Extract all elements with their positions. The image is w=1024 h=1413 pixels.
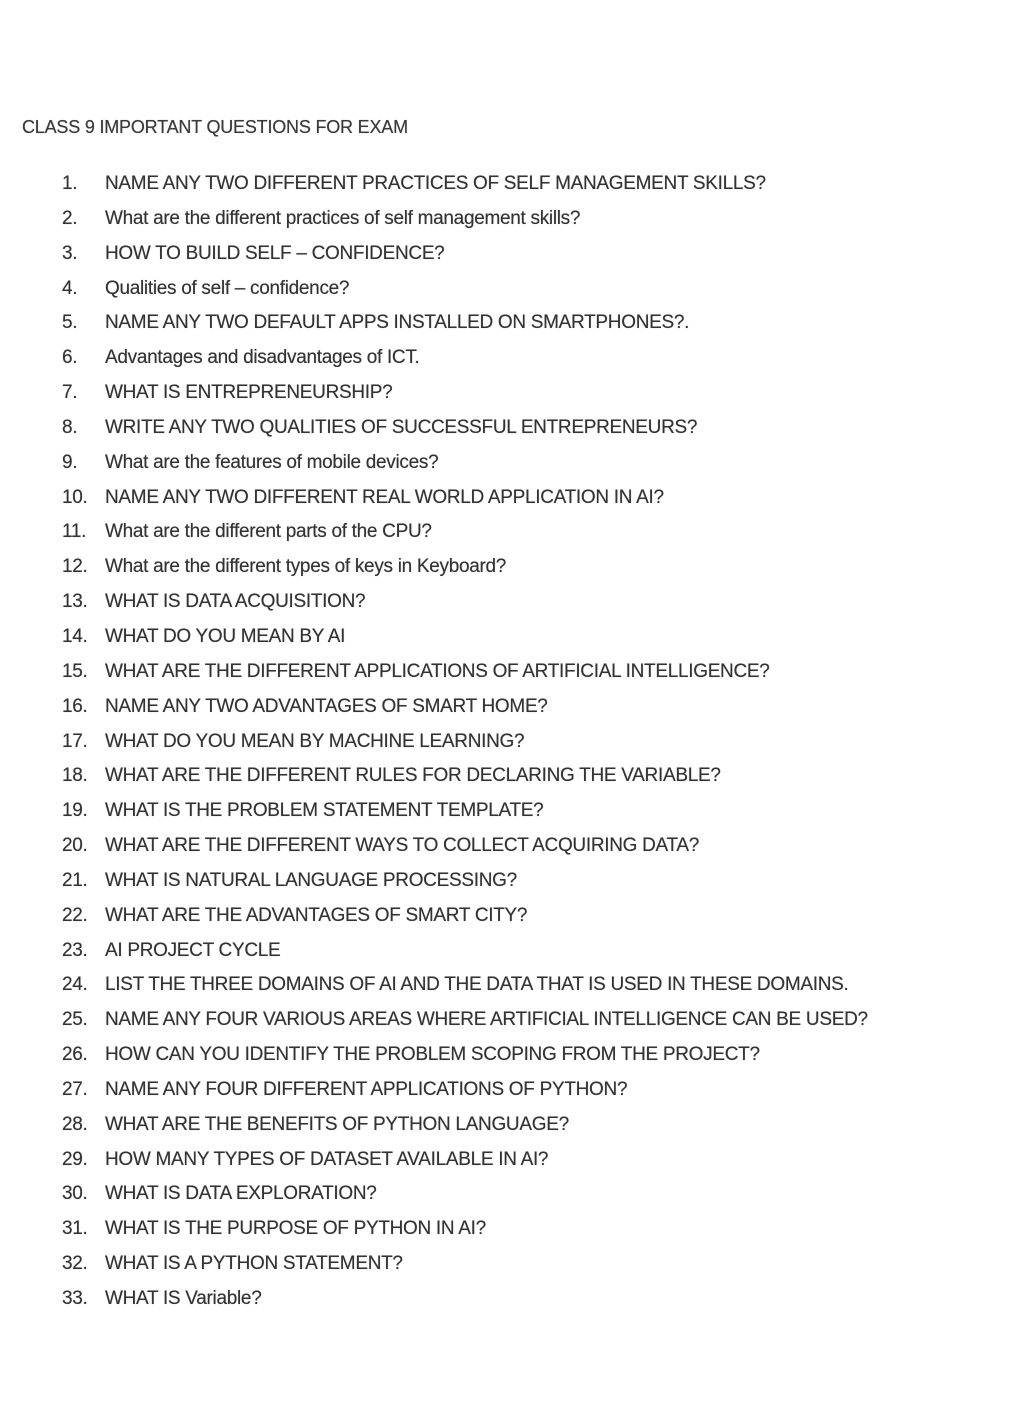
question-item xyxy=(0,899,1024,934)
question-number: 30. xyxy=(62,1183,88,1205)
question-number: 20. xyxy=(62,835,88,857)
question-item xyxy=(0,1177,1024,1212)
question-item xyxy=(0,1247,1024,1282)
question-number: 11. xyxy=(62,521,87,543)
question-text: WHAT IS A PYTHON STATEMENT? xyxy=(105,1253,403,1275)
question-text: WRITE ANY TWO QUALITIES OF SUCCESSFUL ENTREPRENEURS? xyxy=(105,416,698,438)
page-title: CLASS 9 IMPORTANT QUESTIONS FOR EXAM xyxy=(22,117,408,137)
question-text: WHAT DO YOU MEAN BY MACHINE LEARNING? xyxy=(105,730,525,752)
question-text: WHAT IS NATURAL LANGUAGE PROCESSING? xyxy=(105,869,517,891)
question-number: 31. xyxy=(62,1218,88,1240)
question-item xyxy=(0,1108,1024,1143)
question-number: 2. xyxy=(62,207,78,229)
question-number: 22. xyxy=(62,904,88,926)
question-item xyxy=(0,341,1024,376)
question-item xyxy=(0,481,1024,516)
question-item xyxy=(0,968,1024,1003)
question-number: 1. xyxy=(62,173,78,194)
question-text: WHAT IS THE PROBLEM STATEMENT TEMPLATE? xyxy=(105,800,544,822)
question-text: Advantages and disadvantages of ICT. xyxy=(105,347,420,369)
question-number: 17. xyxy=(62,730,88,752)
question-number: 32. xyxy=(62,1253,88,1275)
question-item xyxy=(0,794,1024,829)
question-item xyxy=(0,272,1024,307)
question-text: What are the different parts of the CPU? xyxy=(105,521,432,543)
question-number: 18. xyxy=(62,765,88,787)
question-number: 7. xyxy=(62,382,78,404)
question-text: WHAT ARE THE ADVANTAGES OF SMART CITY? xyxy=(105,904,528,926)
question-item xyxy=(0,515,1024,550)
question-item xyxy=(0,411,1024,446)
question-item xyxy=(0,690,1024,725)
question-number: 16. xyxy=(62,695,88,717)
question-item xyxy=(0,864,1024,899)
question-number: 33. xyxy=(62,1288,88,1309)
question-number: 5. xyxy=(62,312,78,334)
question-text: HOW MANY TYPES OF DATASET AVAILABLE IN AI? xyxy=(105,1148,549,1170)
question-text: AI PROJECT CYCLE xyxy=(105,939,281,961)
question-number: 13. xyxy=(62,591,88,613)
question-text: NAME ANY FOUR DIFFERENT APPLICATIONS OF PYTHON? xyxy=(105,1078,628,1100)
question-item xyxy=(0,1282,1024,1317)
question-number: 19. xyxy=(62,800,88,822)
question-text: HOW CAN YOU IDENTIFY THE PROBLEM SCOPING FROM THE PROJECT? xyxy=(105,1044,760,1066)
question-number: 27. xyxy=(62,1078,88,1100)
question-item xyxy=(0,620,1024,655)
question-text: WHAT IS ENTREPRENEURSHIP? xyxy=(105,382,393,404)
question-number: 3. xyxy=(62,242,78,264)
question-text: What are the features of mobile devices? xyxy=(105,451,439,473)
question-item xyxy=(0,306,1024,341)
question-text: WHAT ARE THE DIFFERENT APPLICATIONS OF ARTIFICIAL INTELLIGENCE? xyxy=(105,660,770,682)
question-number: 21. xyxy=(62,869,88,891)
question-text: WHAT ARE THE DIFFERENT RULES FOR DECLARING THE VARIABLE? xyxy=(105,765,721,787)
question-text: WHAT ARE THE DIFFERENT WAYS TO COLLECT ACQUIRING DATA? xyxy=(105,835,700,857)
question-text: WHAT IS DATA ACQUISITION? xyxy=(105,591,366,613)
question-item xyxy=(0,202,1024,237)
question-item xyxy=(0,237,1024,272)
question-number: 25. xyxy=(62,1009,88,1031)
question-text: What are the different practices of self management skills? xyxy=(105,207,581,229)
question-text: Qualities of self – confidence? xyxy=(105,277,350,299)
question-text: NAME ANY TWO DEFAULT APPS INSTALLED ON SMARTPHONES?. xyxy=(105,312,690,334)
question-item xyxy=(0,1038,1024,1073)
question-number: 4. xyxy=(62,277,78,299)
question-number: 12. xyxy=(62,556,88,578)
question-text: HOW TO BUILD SELF – CONFIDENCE? xyxy=(105,242,445,264)
question-number: 9. xyxy=(62,451,78,473)
question-text: NAME ANY TWO ADVANTAGES OF SMART HOME? xyxy=(105,695,548,717)
question-number: 15. xyxy=(62,660,88,682)
question-item xyxy=(0,585,1024,620)
question-item xyxy=(0,1212,1024,1247)
question-number: 26. xyxy=(62,1044,88,1066)
question-list xyxy=(0,167,1024,1317)
question-number: 10. xyxy=(62,486,88,508)
question-text: WHAT DO YOU MEAN BY AI xyxy=(105,625,346,647)
question-item xyxy=(0,759,1024,794)
question-item xyxy=(0,1143,1024,1178)
question-number: 28. xyxy=(62,1113,88,1135)
question-text: NAME ANY TWO DIFFERENT PRACTICES OF SELF MANAGEMENT SKILLS? xyxy=(105,173,766,194)
question-item xyxy=(0,725,1024,760)
question-item xyxy=(0,829,1024,864)
question-text: NAME ANY FOUR VARIOUS AREAS WHERE ARTIFICIAL INTELLIGENCE CAN BE USED? xyxy=(105,1009,868,1031)
question-number: 8. xyxy=(62,416,78,438)
question-item xyxy=(0,1003,1024,1038)
question-item xyxy=(0,446,1024,481)
question-text: WHAT ARE THE BENEFITS OF PYTHON LANGUAGE? xyxy=(105,1113,569,1135)
question-item xyxy=(0,550,1024,585)
question-item xyxy=(0,1073,1024,1108)
question-item xyxy=(0,934,1024,969)
question-text: NAME ANY TWO DIFFERENT REAL WORLD APPLICATION IN AI? xyxy=(105,486,664,508)
question-number: 29. xyxy=(62,1148,88,1170)
question-text: What are the different types of keys in Keyboard? xyxy=(105,556,507,578)
question-item xyxy=(0,655,1024,690)
question-number: 24. xyxy=(62,974,88,996)
question-text: WHAT IS THE PURPOSE OF PYTHON IN AI? xyxy=(105,1218,486,1240)
question-text: LIST THE THREE DOMAINS OF AI AND THE DATA THAT IS USED IN THESE DOMAINS. xyxy=(105,974,849,996)
question-number: 6. xyxy=(62,347,78,369)
question-item xyxy=(0,376,1024,411)
question-number: 23. xyxy=(62,939,88,961)
question-text: WHAT IS DATA EXPLORATION? xyxy=(105,1183,377,1205)
question-item xyxy=(0,167,1024,202)
question-number: 14. xyxy=(62,625,88,647)
question-text: WHAT IS Variable? xyxy=(105,1288,262,1309)
